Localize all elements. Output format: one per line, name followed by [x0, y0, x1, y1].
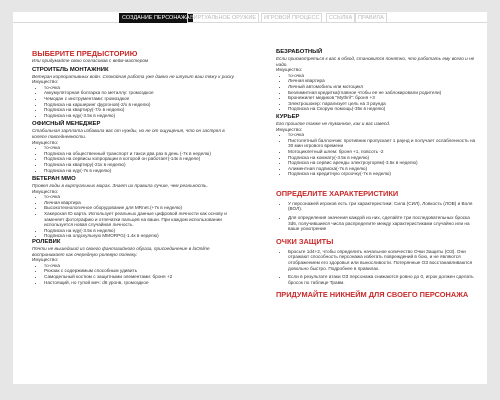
list-item: • Аккумуляторная болгарка по металлу: громоздкое [44, 90, 237, 96]
background-description: Почти не вышедший из своего фантазийного образа, присоединение в laOnline воспринимает как очередную ролевую полевку. [32, 246, 210, 257]
background-name: РОЛЕВИК [32, 239, 61, 246]
characteristics-list [276, 201, 476, 212]
inventory-label: Имущество: [32, 139, 59, 145]
background-description: Провел годы в виртуальных мирах. Знает их правила лучше, чем реальность. [32, 183, 208, 189]
list-item: • то-очка [44, 263, 237, 269]
tab-gameplay[interactable]: ИГРОВОЙ ПРОЦЕСС [261, 13, 322, 23]
background-description: Стабильная зарплата избавила вас от нужды, но не от ощущения, что он застрял в колесе повседневности. [32, 128, 225, 139]
hit-points-list [276, 274, 476, 285]
list-item: • Хакерская ID карта. Использует реальных данные цифровой личности как основу и заменяет фотографию и отпечатки пальцев на ваши. При каждом использовании используется новая случайная личность. [44, 211, 237, 228]
list-item: • то-очка [44, 145, 237, 151]
tab-rules[interactable]: ПРАВИЛА [355, 13, 387, 23]
background-name: ВЕТЕРАН ММО [32, 176, 76, 183]
list-item: • Для определения значения каждой из них, сделайте три последовательных броска 3d6, получившиеся числа распределите между характеристиками случайно или на ваше усмотрение [288, 215, 476, 232]
list-item: • Настоящий, но тупой меч: d6 уронв, громоздкое [44, 280, 237, 286]
background-name: СТРОИТЕЛЬ МОНТАЖНИК [32, 66, 109, 73]
hit-points-list [276, 249, 476, 271]
list-item: • Высокотехнологичное оборудование для MRnet.(+7к в неделю) [44, 205, 237, 211]
list-item: • Личная квартира [44, 200, 237, 206]
section-title-nickname: ПРИДУМАЙТЕ НИКНЕЙМ ДЛЯ СВОЕГО ПЕРСОНАЖА [276, 290, 469, 300]
inventory-list [32, 145, 237, 173]
list-item: • Самодельный костюм с защитными элементами: броня +2 [44, 274, 237, 280]
list-item: • Бронежилет медиков "Mythril": броня +3 [288, 95, 476, 101]
list-item: • Подписка на олдскульную MMORPG(-1.4к в неделю) [44, 233, 237, 239]
list-item: • Пистолетный баллончик: противник пропускает 1 раунд и получает ослабленность на 30 мин игрового времени [288, 138, 476, 149]
list-item: • то-очка [288, 132, 476, 138]
inventory-list [32, 194, 237, 239]
list-item: • Если в результате атаки ОЗ персонажа снижаются ровно до 0, игрок должен сделать бросок по таблице Травм. [288, 274, 476, 285]
list-item: • Подписка на Скорую помощь(-35к в неделю) [288, 106, 476, 112]
section-title-hit-points: ОЧКИ ЗАЩИТЫ [276, 236, 334, 246]
inventory-label: Имущество: [32, 188, 59, 194]
list-item: • Подписка на квартиру(-7/х в неделю) [44, 107, 237, 113]
list-item: • Алиментная подписка(-7к в неделю) [288, 166, 476, 172]
list-item: • Подписка на сервисы копрорации в которой он работает(-14к в неделе) [44, 156, 237, 162]
list-item: • Подписка на общественный транспорт и такси два раз в день (-7к в неделю) [44, 151, 237, 157]
inventory-label: Имущество: [276, 67, 303, 73]
inventory-label: Имущество: [32, 79, 59, 85]
inventory-label: Имущество: [32, 257, 59, 263]
background-description: Его прошлое также не туманное, как и вас извесd. [276, 120, 391, 126]
inventory-label: Имущество: [276, 126, 303, 132]
list-item: • Подписка на кредитную огроочку(-7к в неделю) [288, 171, 476, 177]
tab-virtual-weapons[interactable]: ВИРТУАЛЬНОЕ ОРУЖИЕ [187, 13, 259, 23]
list-item: • Электрошокер: парализует цель на 3 раунда [288, 101, 476, 107]
list-item: • Рюкзак с содержимым способным удивить [44, 268, 237, 274]
section-title-characteristics: ОПРЕДЕЛИТЕ ХАРАКТЕРИСТИКИ [276, 188, 399, 198]
list-item: • У персонажей игроков есть три характеристики: Сила (СИЛ), Ловкость (ЛОВ) и Воля (ВОЛ). [288, 201, 476, 212]
right-column [276, 49, 476, 299]
tab-link[interactable]: ССЫЛКА [326, 13, 355, 23]
list-item: • Подписка на сервис аренды электроугорям(-3.5к в неделю) [288, 160, 476, 166]
background-description: Если присмотреться к вас в обход, становится понятно, что работать ему всего и не надо. [276, 56, 475, 67]
list-item: • то-очка [44, 85, 237, 91]
inventory-list [32, 263, 237, 285]
list-item: • Личная квартира [288, 78, 476, 84]
list-item: • Мотоциклетный шлем: броня +1, повсоть -2 [288, 149, 476, 155]
list-item: • Бросьте 1d4+2, чтобы определить начальное количество Очки Защиты (ОЗ). Они отражают способность персонажа избегать повреждений в бою, и не являются отображением его здоровья или выносливости. Потерянные ОЗ восстанавливаются довольно быстро. Подробнее в правилах. [288, 249, 476, 271]
section-subtitle-background: Или придумайте свою согласовав с вейм-мастером [32, 58, 149, 63]
list-item: • Подписка на еду(-3.5к в неделю) [44, 228, 237, 234]
background-description: Ветеран корпоративных войн. Спокойная работа уже давно не шпугит ваш тяжу к риску. [32, 73, 235, 79]
section-title-background: ВЫБЕРИТЕ ПРЕДЫСТОРИЮ [32, 49, 138, 58]
list-item: • Безлимитная кредитка(главное чтобы ее не заблокировали родители) [288, 90, 476, 96]
inventory-list [276, 132, 476, 177]
list-item: • Подписка на каршеринг фургонов(-2/х в неделю) [44, 102, 237, 108]
list-item: • то-очка [288, 73, 476, 79]
tab-create-character[interactable]: СОЗДАНИЕ ПЕРСОНАЖА [119, 13, 193, 23]
list-item: • Подписка на еду(-7к в неделю) [44, 168, 237, 174]
inventory-list [32, 85, 237, 119]
top-navigation [13, 12, 487, 23]
list-item: • Подписка на комнату(-3.5к в неделю) [288, 155, 476, 161]
background-name: КУРЬЕР [276, 113, 300, 120]
background-name: БЕЗРАБОТНЫЙ [276, 49, 323, 55]
left-column [32, 49, 237, 285]
characteristics-list [276, 215, 476, 232]
list-item: • то-очка [44, 194, 237, 200]
page [13, 12, 487, 384]
list-item: • Личный автомобиль или мотоцикл [288, 84, 476, 90]
list-item: • Подписка на квартиру(-21к в неделю) [44, 162, 237, 168]
list-item: • Чемодан с инструментами: громоздкое [44, 96, 237, 102]
list-item: • Подписка на еду(-3.5к в неделю) [44, 113, 237, 119]
background-name: ОФИСНЫЙ МЕНЕДЖЕР [32, 121, 101, 128]
inventory-list [276, 73, 476, 112]
